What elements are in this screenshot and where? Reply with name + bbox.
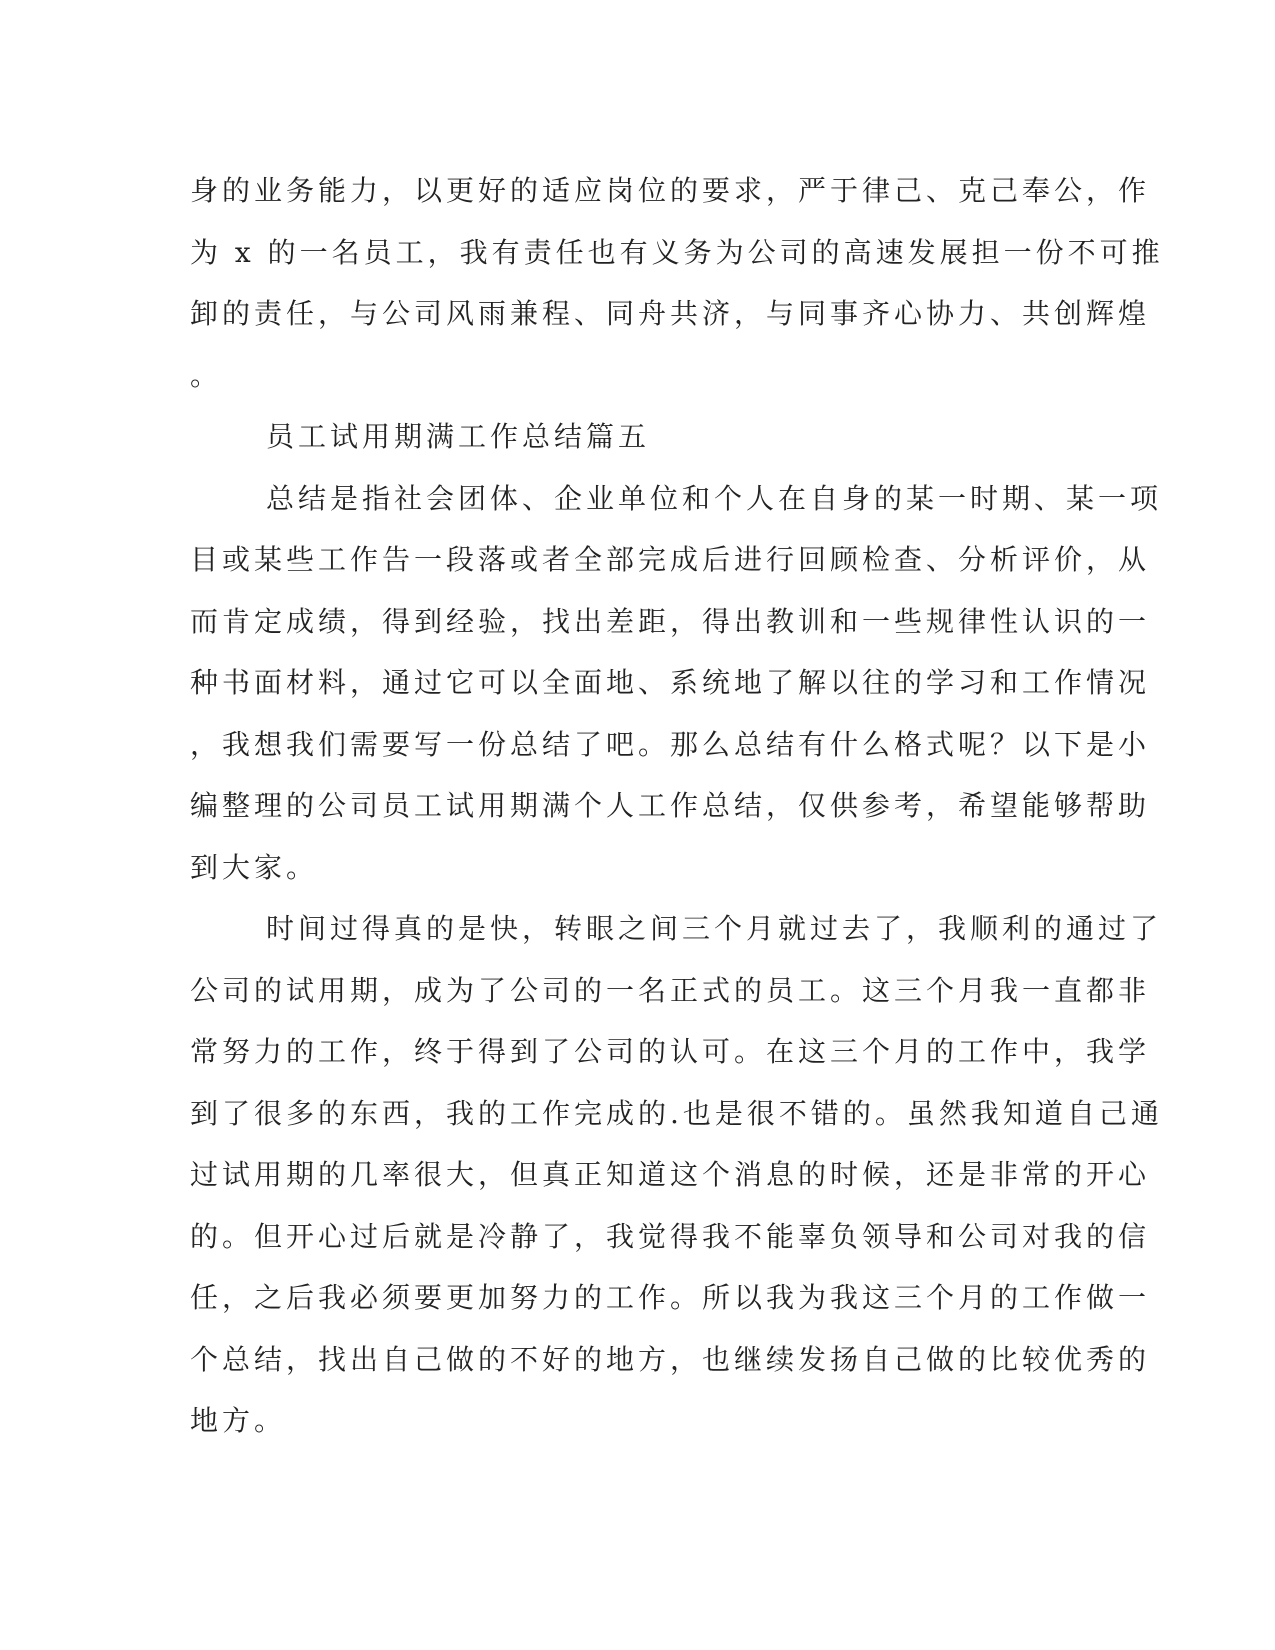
- text-line: 编整理的公司员工试用期满个人工作总结，仅供参考，希望能够帮助: [190, 789, 1151, 822]
- text-line: 总结是指社会团体、企业单位和个人在自身的某一时期、某一项: [266, 481, 1163, 515]
- text-line: 到了很多的东西，我的工作完成的.也是很不错的。虽然我知道自己通: [190, 1096, 1163, 1130]
- text-line: 。: [190, 358, 223, 392]
- text-line: 目或某些工作告一段落或者全部完成后进行回顾检查、分析评价，从: [190, 543, 1151, 576]
- text-line: 为 x 的一名员工，我有责任也有义务为公司的高速发展担一份不可推: [190, 235, 1164, 269]
- text-line: 个总结，找出自己做的不好的地方，也继续发扬自己做的比较优秀的: [190, 1342, 1151, 1376]
- text-line: 常努力的工作，终于得到了公司的认可。在这三个月的工作中，我学: [190, 1035, 1151, 1068]
- text-line: 身的业务能力，以更好的适应岗位的要求，严于律己、克己奉公，作: [190, 174, 1151, 207]
- text-line: ，我想我们需要写一份总结了吧。那么总结有什么格式呢？以下是小: [190, 727, 1151, 761]
- text-line: 到大家。: [190, 850, 319, 884]
- text-line: 公司的试用期，成为了公司的一名正式的员工。这三个月我一直都非: [190, 973, 1151, 1007]
- text-line: 任，之后我必须要更加努力的工作。所以我为我这三个月的工作做一: [190, 1281, 1151, 1314]
- text-line: 卸的责任，与公司风雨兼程、同舟共济，与同事齐心协力、共创辉煌: [190, 297, 1151, 330]
- text-line: 种书面材料，通过它可以全面地、系统地了解以往的学习和工作情况: [190, 666, 1151, 699]
- paragraph-body: [190, 898, 1163, 1452]
- document-body: [190, 160, 1164, 1452]
- text-line: 时间过得真的是快，转眼之间三个月就过去了，我顺利的通过了: [266, 912, 1163, 945]
- paragraph-intro: [190, 468, 1163, 899]
- text-line: 过试用期的几率很大，但真正知道这个消息的时候，还是非常的开心: [190, 1158, 1151, 1191]
- text-line: 的。但开心过后就是冷静了，我觉得我不能辜负领导和公司对我的信: [190, 1219, 1151, 1253]
- section-title: [190, 406, 1080, 468]
- paragraph-continuation: [190, 160, 1164, 406]
- text-line: 而肯定成绩，得到经验，找出差距，得出教训和一些规律性认识的一: [190, 604, 1151, 638]
- text-line: 地方。: [190, 1404, 287, 1437]
- text-line: 员工试用期满工作总结篇五: [266, 420, 651, 453]
